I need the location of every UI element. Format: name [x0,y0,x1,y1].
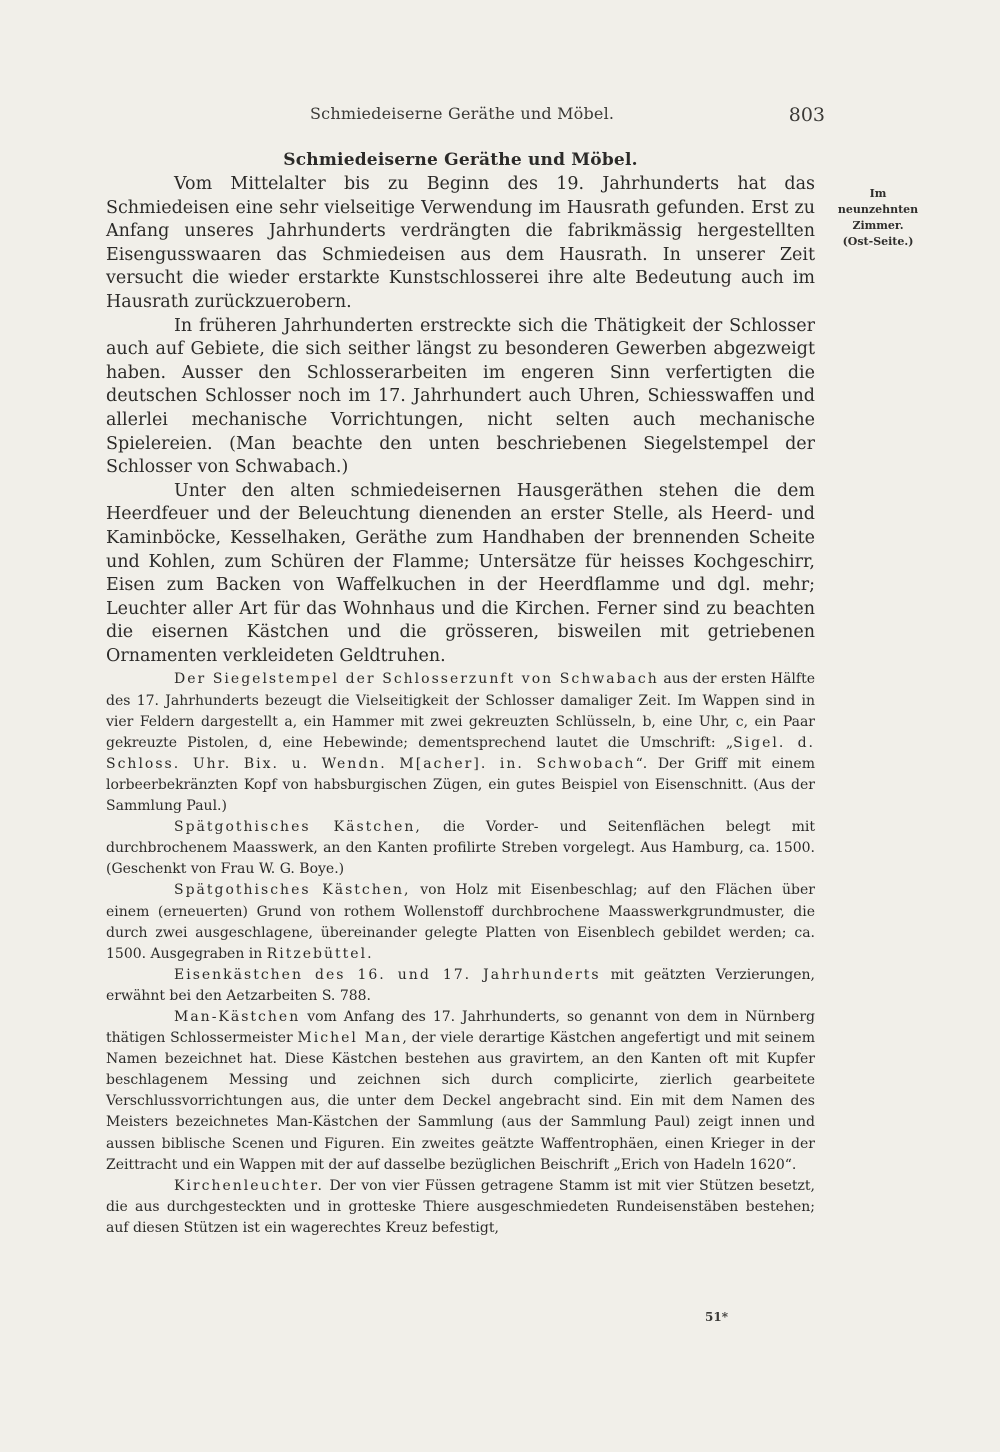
entry-man-kaestchen-text-a: vom Anfang des 17. Jahrhunderts, so genannt von dem in Nürnberg thätigen Schlossermeister [106,1008,815,1047]
page-number: 803 [788,104,825,126]
entry-kaestchen-holz-place: Ritzebüttel [266,945,368,962]
section-heading: Schmiedeiserne Geräthe und Möbel. [283,150,638,170]
entry-kaestchen-holz [106,880,815,964]
entry-siegelstempel-inscription: Sigel. d. Schloss. Uhr. Bix. u. Wendn. M[acher]. in. Schwobach [106,734,816,772]
paragraph-schlosser: In früheren Jahrhunderten erstreckte sich die Thätigkeit der Schlosser auch auf Gebiete, die sich seither längst zu besonderen Gewerben abgezweigt haben. Ausser den Schlosserarbeiten im engeren Sinn verfertigten die deutschen Schlosser noch im 17. Jahrhundert auch Uhren, Schiesswaffen und allerlei mechanische Vorrichtungen, nicht selten auch mechanische Spielereien. (Man beachte den unten beschriebenen Siegelstempel der Schlosser von Schwabach.) [106,315,815,478]
margin-note-line: Zimmer. [852,219,904,232]
body-text [106,150,815,1239]
paragraph-hausgeraethe: Unter den alten schmiedeisernen Hausgeräthen stehen die dem Heerdfeuer und der Beleuchtung dienenden an erster Stelle, als Heerd- und Kaminböcke, Kesselhaken, Geräthe zum Handhaben der brennenden Scheite und Kohlen, zum Schüren der Flamme; Untersätze für heisses Kochgeschirr, Eisen zum Backen von Waffelkuchen in der Heerdflamme und dgl. mehr; Leuchter aller Art für das Wohnhaus und die Kirchen. Ferner sind zu beachten die eisernen Kästchen und die grösseren, bisweilen mit getriebenen Ornamenten verkleideten Geldtruhen. [106,480,815,666]
entry-eisenkaestchen [106,965,815,1007]
margin-note-line: (Ost-Seite.) [842,235,914,248]
entry-kirchenleuchter [106,1176,815,1239]
margin-note-line: neunzehnten [837,203,919,216]
entry-man-kaestchen [106,1007,815,1176]
signature-mark: 51* [705,1310,728,1324]
entry-man-kaestchen-name: Michel Man [297,1030,403,1047]
entry-kaestchen-hamburg-text: die Vorder- und Seitenflächen belegt mit durchbrochenem Maasswerk, an den Kanten profilirte Streben vorgelegt. Aus Hamburg, ca. 1500. (Geschenkt von Frau W. G. Boye.) [106,819,815,878]
entry-kaestchen-holz-text-a: von Holz mit Eisenbeschlag; auf den Flächen über einem (erneuerten) Grund von rothem Wollenstoff durchbrochene Maasswerkgrundmuster, die durch zwei ausgeschlagene, übereinander gelegte Platten von Eisenblech gebildet werden; ca. 1500. Ausgegraben in [106,882,816,962]
running-title: Schmiedeiserne Geräthe und Möbel. [310,104,615,123]
entry-siegelstempel-text-b: “. Der Griff mit einem lorbeerbekränzten Kopf von habsburgischen Zügen, ein gutes Beispiel von Eisenschnitt. (Aus der Sammlung Paul.) [106,755,815,815]
entry-man-kaestchen-title: Man-Kästchen [174,1008,301,1025]
entry-kaestchen-hamburg-title: Spätgothisches Kästchen, [174,819,422,836]
entry-eisenkaestchen-title: Eisenkästchen des 16. und 17. Jahrhunderts [174,966,601,983]
paragraph-intro: Vom Mittelalter bis zu Beginn des 19. Jahrhunderts hat das Schmiedeisen eine sehr vielseitige Verwendung im Hausrath gefunden. Erst zu Anfang unseres Jahrhunderts verdrängten die fabrikmässig hergestellten Eisengusswaaren das Schmiedeisen aus dem Hausrath. In unserer Zeit versucht die wieder erstarkte Kunstschlosserei ihre alte Bedeutung auch im Hausrath zurückzuerobern. [106,174,815,312]
entry-siegelstempel [106,669,815,817]
entry-man-kaestchen-text-b: , der viele derartige Kästchen angefertigt und mit seinem Namen bezeichnet hat. Diese Kästchen bestehen aus gravirtem, an den Kanten oft mit Kupfer beschlagenem Messing und zeichnen sich durch complicirte, zierlich gearbeitete Verschlussvorrichtungen aus, die unter dem Deckel angebracht sind. Ein mit dem Namen des Meisters bezeichnetes Man-Kästchen der Sammlung (aus der Sammlung Paul) zeigt innen und aussen biblische Scenen und Figuren. Ein zweites geätzte Waffentrophäen, einen Krieger in der Zeittracht und ein Wappen mit der auf dasselbe bezüglichen Beischrift „Erich von Hadeln 1620“. [106,1030,815,1173]
entry-siegelstempel-title: Der Siegelstempel der Schlosserzunft von Schwabach [174,671,659,688]
entry-kirchenleuchter-text: Der von vier Füssen getragene Stamm ist mit vier Stützen besetzt, die aus durchgesteckten und in grotteske Thiere ausgeschmiedeten Rundeisenstäben bestehen; auf diesen Stützen ist ein wagerechtes Kreuz befestigt, [106,1177,815,1236]
entry-kaestchen-holz-text-b: . [367,945,372,962]
entry-kaestchen-hamburg [106,817,815,880]
margin-note [822,186,934,250]
entry-siegelstempel-text-a: aus der ersten Hälfte des 17. Jahrhunderts bezeugt die Vielseitigkeit der Schlosser damaliger Zeit. Im Wappen sind in vier Feldern dargestellt a, ein Hammer mit zwei gekreuzten Schlüsseln, b, eine Uhr, c, ein Paar gekreuzte Pistolen, d, eine Hebewinde; dementsprechend lautet die Umschrift: „ [106,671,815,751]
entry-kaestchen-holz-title: Spätgothisches Kästchen, [174,882,411,899]
margin-note-line: Im [869,187,887,200]
entry-eisenkaestchen-text: mit geätzten Verzierungen, erwähnt bei den Aetzarbeiten S. 788. [106,966,815,1004]
entry-kirchenleuchter-title: Kirchenleuchter. [174,1177,324,1194]
